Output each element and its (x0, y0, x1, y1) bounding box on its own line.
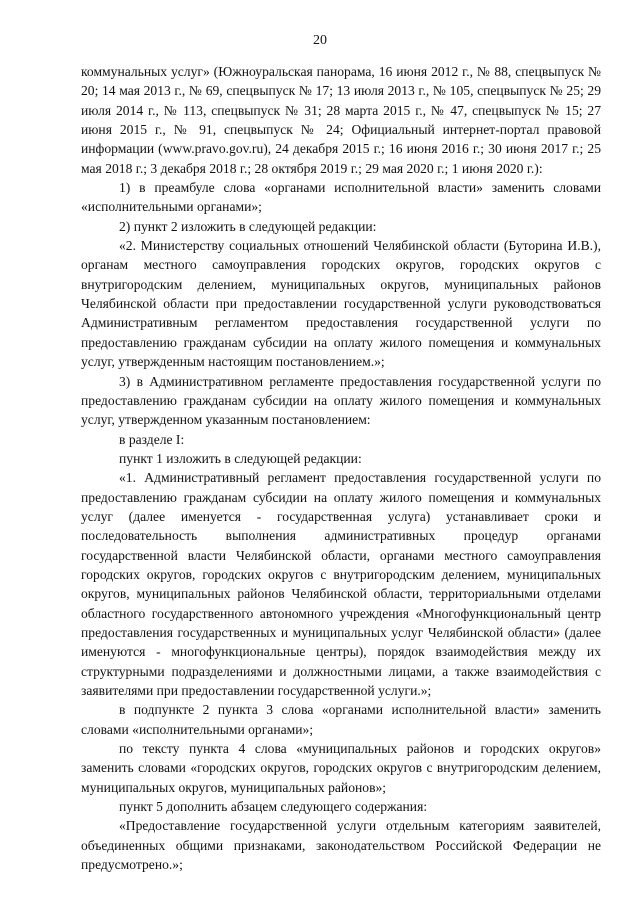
document-body (81, 62, 601, 874)
paragraph-point-5-new-text: «Предоставление государственной услуги отдельным категориям заявителей, объединенных общими признаками, законодательством Российской Федерации не предусмотрено.»; (81, 818, 601, 873)
paragraph-point-5-intro: пункт 5 дополнить абзацем следующего содержания: (119, 799, 428, 815)
paragraph-section-1: в разделе I: (119, 431, 185, 447)
paragraph-item-2-new-text: «2. Министерству социальных отношений Челябинской области (Буторина И.В.), органам местного самоуправления городских округов, городских округов с внутригородским делением, муниципальных округов, муниципальных районов Челябинской области при предоставлении государственной услуги руководствоваться Административным регламентом предоставления государственной услуги по предоставлению гражданам субсидии на оплату жилого помещения и коммунальных услуг, утвержденным настоящим постановлением.»; (81, 238, 601, 370)
paragraph-point-4: по тексту пункта 4 слова «муниципальных районов и городских округов» заменить словами «городских округов, городских округов с внутригородским делением, муниципальных округов, муниципальных районов»; (81, 741, 601, 795)
paragraph-subpoint-2-point-3: в подпункте 2 пункта 3 слова «органами исполнительной власти» заменить словами «исполнительными органами»; (81, 702, 601, 737)
paragraph-point-1-intro: пункт 1 изложить в следующей редакции: (119, 450, 362, 466)
page-number: 20 (313, 33, 327, 48)
paragraph-point-1-new-text: «1. Административный регламент предоставления государственной услуги по предоставлению гражданам субсидии на оплату жилого помещения и коммунальных услуг (далее именуется - государственная услуга) устанавливает сроки и последовательность выполнения административных процедур органами государственной власти Челябинской области, органами местного самоуправления городских округов, городских округов с внутригородским делением, муниципальных округов, муниципальных районов Челябинской области, территориальными отделами областного государственного автономного учреждения «Многофункциональный центр предоставления государственных и муниципальных услуг Челябинской области» (далее именуются - многофункциональные центры), порядок взаимодействия между их структурными подразделениями и должностными лицами, а также взаимодействия с заявителями при предоставлении государственной услуги.»; (81, 470, 601, 698)
paragraph-item-3: 3) в Административном регламенте предоставления государственной услуги по предоставлению гражданам субсидии на оплату жилого помещения и коммунальных услуг, утвержденном указанным постановлением: (81, 373, 601, 428)
paragraph-continuation: коммунальных услуг» (Южноуральская панорама, 16 июня 2012 г., № 88, спецвыпуск № 20; 14 мая 2013 г., № 69, спецвыпуск № 17; 13 июля 2013 г., № 105, спецвыпуск № 25; 29 июля 2014 г., № 113, спецвыпуск № 31; 28 марта 2015 г., № 47, спецвыпуск № 15; 27 июня 2015 г., № 91, спецвыпуск № 24; Официальный интернет-портал правовой информации (www.pravo.gov.ru), 24 декабря 2015 г.; 16 июня 2016 г.; 30 июня 2017 г.; 25 мая 2018 г.; 3 декабря 2018 г.; 28 октября 2019 г.; 29 мая 2020 г.; 1 июня 2020 г.): (81, 64, 601, 176)
paragraph-item-2: 2) пункт 2 изложить в следующей редакции: (119, 218, 377, 234)
paragraph-item-1: 1) в преамбуле слова «органами исполнительной власти» заменить словами «исполнительными органами»; (81, 180, 601, 215)
